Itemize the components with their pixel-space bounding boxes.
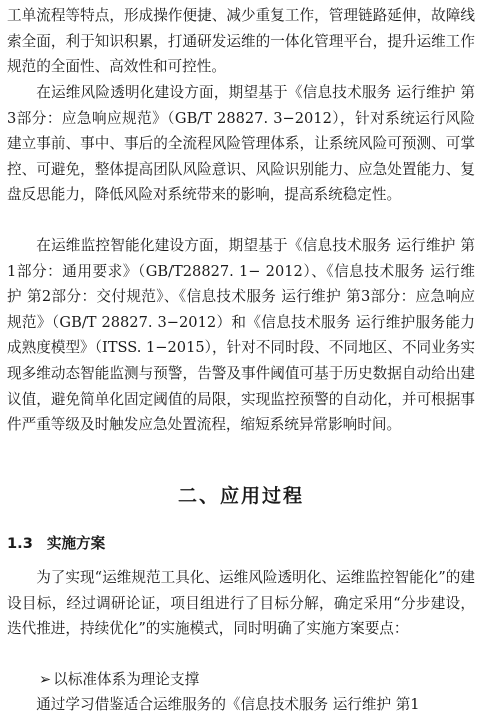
section-heading: 二、应用过程 xyxy=(177,485,304,507)
paragraph-implementation-plan: 为了实现“运维规范工具化、运维风险透明化、运维监控智能化”的建设目标，经过调研论证，项目组进行了目标分解，确定采用“分步建设，迭代推进，持续优化”的实施模式，同时明确了实施方案要点： xyxy=(7,569,475,638)
bullet-text: 以标准体系为理论支撑 xyxy=(53,671,200,688)
arrow-bullet-icon: ➢ xyxy=(39,671,52,688)
subsection-number: 1.3 xyxy=(7,535,33,552)
paragraph-standards-study: 通过学习借鉴适合运维服务的《信息技术服务 运行维护 第1 xyxy=(36,696,420,713)
subsection-heading xyxy=(7,532,105,553)
subsection-title: 实施方案 xyxy=(46,535,106,552)
paragraph-platform: 工单流程等特点，形成操作便捷、减少重复工作，管理链路延伸，故障线索全面，利于知识积累，打通研发运维的一体化管理平台，提升运维工作规范的全面性、高效性和可控性。 xyxy=(7,7,475,76)
bullet-item xyxy=(39,667,199,693)
paragraph-monitoring-intelligence: 在运维监控智能化建设方面，期望基于《信息技术服务 运行维护 第1部分：通用要求》（GB/T28827. 1− 2012）、《信息技术服务 运行维护 第2部分：交付规范》、《信息技术服务 运行维护 第3部分：应急响应规范》（GB/T 28827. 3−2012）和《信息技术服务 运行维护服务能力成熟度模型》（ITSS. 1−2015），针对不同时段、不同地区、不同业务实现多维动态智能监测与预警，告警及事件阈值可基于历史数据自动给出建议值，避免简单化固定阈值的局限，实现监控预警的自动化，并可根据事件严重等级及时触发应急处置流程，缩短系统异常影响时间。 xyxy=(7,237,475,434)
paragraph-risk-transparency: 在运维风险透明化建设方面，期望基于《信息技术服务 运行维护 第3部分：应急响应规范》（GB/T 28827. 3−2012），针对系统运行风险建立事前、事中、事后的全流程风险管理体系，让系统风险可预测、可掌控、可避免，整体提高团队风险意识、风险识别能力、应急处置能力、复盘反思能力，降低风险对系统带来的影响，提高系统稳定性。 xyxy=(7,84,475,204)
